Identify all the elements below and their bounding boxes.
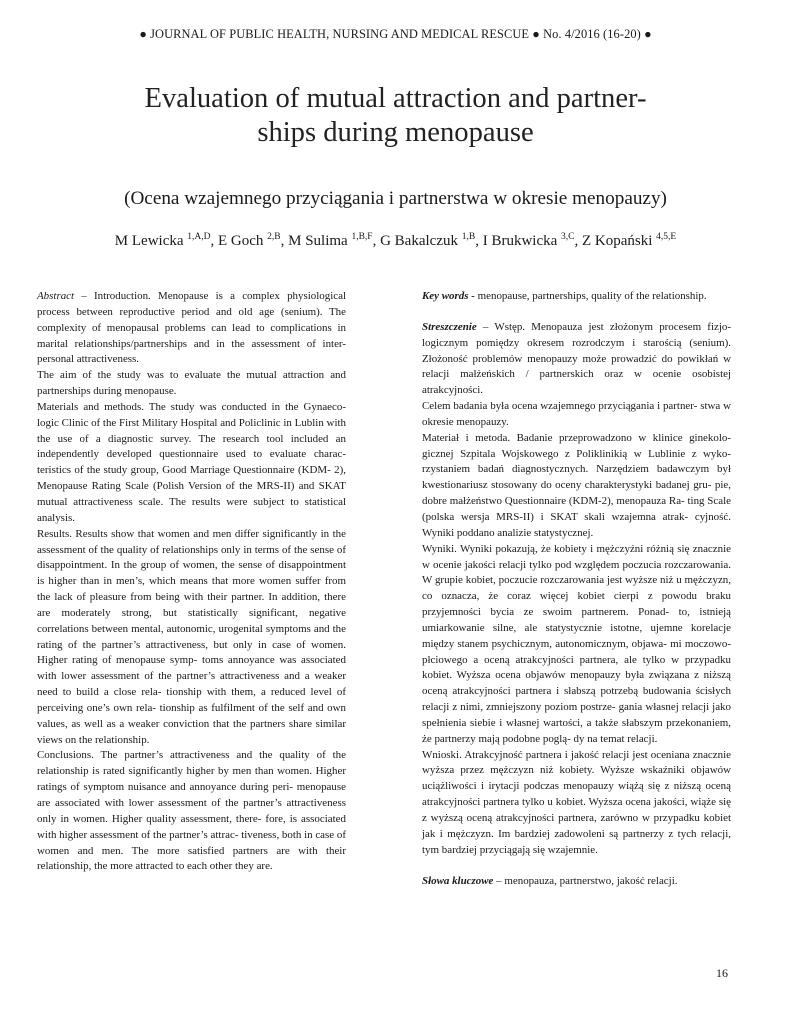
- streszczenie-label: Streszczenie: [422, 320, 477, 333]
- author-separator: ,: [280, 233, 289, 249]
- author-separator: ,: [372, 233, 381, 249]
- author-name: M Lewicka: [114, 233, 188, 249]
- author-affiliation: 1,A,D: [187, 232, 211, 242]
- author-name: Z Kopański: [581, 233, 657, 249]
- author-affiliation: 1,B,F: [351, 232, 373, 242]
- abstract-aim: The aim of the study was to evaluate the mutual attraction and partnerships during menopause.: [37, 369, 346, 398]
- author: [218, 233, 281, 249]
- keywords-label: Key words -: [422, 290, 475, 302]
- keywords: [422, 289, 731, 305]
- polish-abstract-column: [422, 289, 731, 889]
- author: [380, 233, 475, 249]
- streszczenie-intro: [422, 320, 731, 399]
- author-separator: ,: [574, 233, 582, 249]
- author: [288, 233, 372, 249]
- title-line-1: Evaluation of mutual attraction and partner-: [144, 83, 647, 114]
- author-separator: ,: [210, 233, 218, 249]
- abstract-methods: Materials and methods. The study was conducted in the Gynaeco- logic Clinic of the First Military Hospital and Policlinic in Lublin with the use of a diagnostic survey. The research tool included an independently developed questionnaire used to evaluate charac- teristics of the study group, Good Marriage Questionnaire (KDM- 2), Menopause Rating Scale (Polish Version of the MRS-II) and SKAT mutual attractiveness scale. The results were subject to statistical analysis.: [37, 400, 346, 524]
- title-line-2: ships during menopause: [257, 117, 534, 148]
- article-subtitle: (Ocena wzajemnego przyciągania i partnerstwa w okresie menopauzy): [124, 188, 667, 209]
- streszczenie-results: Wyniki. Wyniki pokazują, że kobiety i mężczyźni różnią się znacznie w ocenie jakości relacji tylko pod względem poczucia rozczarowania. W grupie kobiet, poczucie rozczarowania jest wyższe niż u mężczyzn, co oznacza, że coraz więcej kobiet cierpi z powodu braku przyjemności bycia ze swoim partnerem. Ponad- to, istnieją umiarkowanie silne, ale statystycznie istotne, ujemne korelacje między stanem psychicznym, autonomicznym, objawa- mi moczowo-płciowego a oceną atrakcyjności partnera, ale tylko w przypadku kobiet. Wyższa ocena objawów menopauzy była związana z niższą oceną atrakcyjności partnera i słabszą potrzebą budowania ścisłych relacji z nimi, zmniejszony poziom postrze- gania własnej relacji jako spełnienia siebie i własnej wartości, a także słabszym przekonaniem, że partnerzy mają podobne poglą- dy na temat relacji.: [422, 542, 731, 745]
- running-head: ● JOURNAL OF PUBLIC HEALTH, NURSING AND MEDICAL RESCUE ● No. 4/2016 (16-20) ●: [139, 27, 652, 41]
- author-name: M Sulima: [288, 233, 352, 249]
- spacer: [422, 859, 731, 874]
- abstract-label: Abstract: [37, 290, 75, 302]
- author-name: E Goch: [218, 233, 268, 249]
- abstract-conclusions: Conclusions. The partner’s attractiveness and the quality of the relationship is rated significantly higher by men than women. Higher ratings of symptom nuisance and annoyance during peri- menopause are associated with lower assessment of the partner’s attractiveness only in women. Higher quality assessment, there- fore, is associated with higher assessment of the partner’s attrac- tiveness, both in case of women and men. The more satisfied partners are with their relationship, the more attracted to each other they are.: [37, 749, 346, 873]
- abstract-results: Results. Results show that women and men differ significantly in the assessment of the quality of relationships only in terms of the sense of disappointment. In the group of women, the sense of disappointment is higher than in men’s, which means that more women suffer from the lack of pleasure from being with their partner. In addition, there are moderately strong, but statistically significant, negative correlations between mental, autonomic, urogenital symptoms and the rating of the partner’s attractiveness, but only in case of women. Higher rating of menopause symp- toms annoyance was associated with lower assessment of the partner’s attractiveness and a weaker need to build a close rela- tionship with them, a reduced level of perceiving one’s own rela- tionship as fulfilment of the self and own values, as well as a weaker conviction that the partners share similar views on the relationship.: [37, 527, 346, 746]
- streszczenie-conclusions: Wnioski. Atrakcyjność partnera i jakość relacji jest oceniana znacznie wyższa przez mężczyzn niż kobiety. Wyższe wskaźniki objawów uciążliwości i irytacji podczas menopauzy wiążą się z niższą oceną atrakcyjności partnera tylko u kobiet. Wyższa ocena jakości, wiąże się z wyższą oceną atrakcyjności partnera, zarówno w przypadku kobiet jak i mężczyzn. Im bardziej zadowoleni są partnerzy z tych relacji, tym bardziej przyciągają się wzajemnie.: [422, 748, 731, 856]
- author-affiliation: 1,B: [461, 232, 476, 242]
- abstract-column: [37, 289, 346, 875]
- slowa-kluczowe-text: – menopauza, partnerstwo, jakość relacji.: [493, 874, 678, 887]
- streszczenie-aim: Celem badania była ocena wzajemnego przyciągania i partner- stwa w okresie menopauzy.: [422, 400, 731, 428]
- author-separator: ,: [475, 233, 483, 249]
- abstract-intro: [37, 289, 346, 368]
- author-affiliation: 2,B: [267, 232, 281, 242]
- author-name: I Brukwicka: [482, 233, 562, 249]
- spacer: [422, 305, 731, 320]
- author: [115, 233, 211, 249]
- abstract-intro-text: – Introduction. Menopause is a complex physiological process between reproductive period and old age (senium). The complexity of menopausal problems can lead to complications in marital relationships/partnerships and in the assessment of inter- personal attractiveness.: [37, 290, 346, 366]
- author: [582, 233, 676, 249]
- author-list: [40, 233, 751, 250]
- author-affiliation: 4,5,E: [656, 232, 677, 242]
- author: [483, 233, 575, 249]
- author-affiliation: 3,C: [561, 232, 575, 242]
- author-name: G Bakalczuk: [380, 233, 462, 249]
- streszczenie-intro-text: – Wstęp. Menopauza jest złożonym procesem fizjo- logicznym pomiędzy okresem rozrodczym i starością (senium). Złożoność problemów menopauzy może prowadzić do powikłań w relacji małżeńskich / partnerskich oraz w ocenie osobistej atrakcyjności.: [422, 320, 731, 397]
- keywords-text: menopause, partnerships, quality of the relationship.: [474, 290, 707, 302]
- article-title: [60, 82, 731, 150]
- streszczenie-methods: Materiał i metoda. Badanie przeprowadzono w klinice ginekolo- gicznej Szpitala Wojskowego z Poliklinikią w Lublinie z wyko- rzystaniem badań diagnostycznych. Narzędziem badawczym był kwestionariusz stosowany do oceny charakterystyki badanej gru- pie, dobre małżeństwo Questionnaire (KDM-2), menopauza Ra- ting Scale (polska wersja MRS-II) i SKAT skali wzajemna atrak- cyjność. Wyniki poddano analizie statystycznej.: [422, 431, 731, 539]
- slowa-kluczowe-label: Słowa kluczowe: [422, 874, 494, 887]
- slowa-kluczowe: [422, 874, 731, 890]
- page-number: 16: [716, 966, 728, 980]
